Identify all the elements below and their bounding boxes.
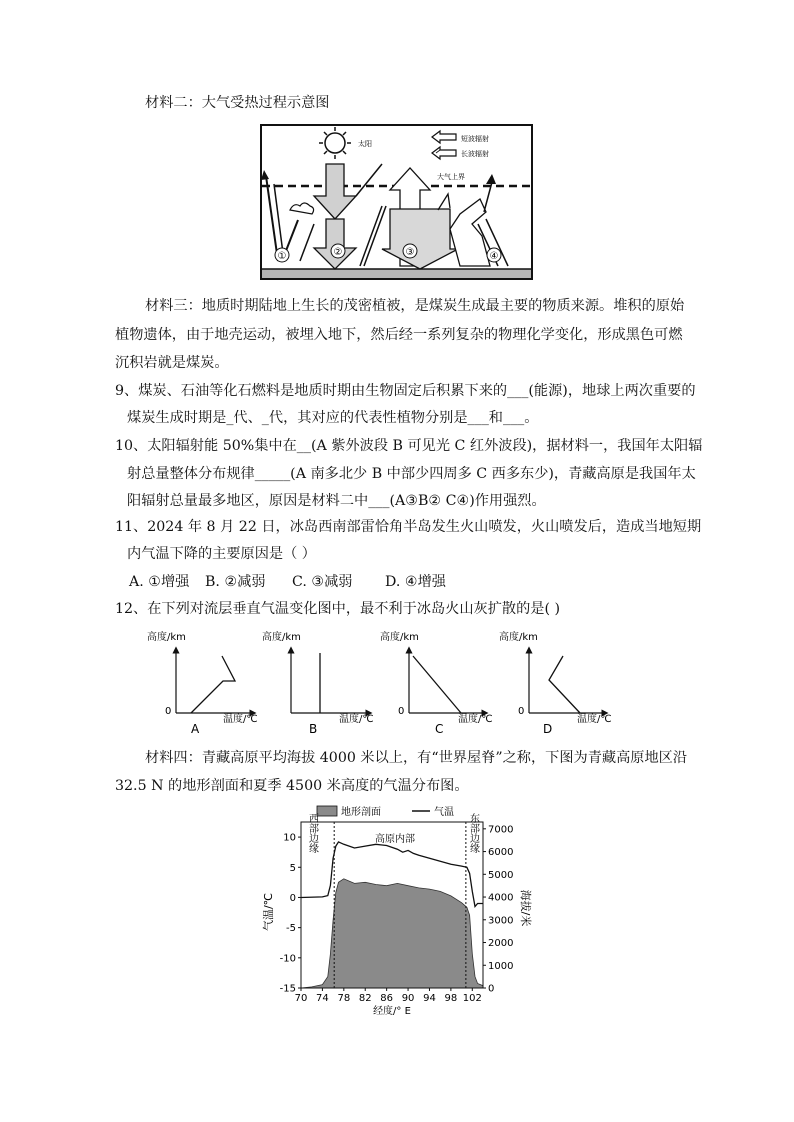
graph-c-xlabel: 温度/℃ [458,714,493,725]
q9-line2: 煤炭生成时期是_代、_代，其对应的代表性植物分别是___和___。 [127,410,539,426]
graph-b-label: B [309,722,318,736]
y-left-tick-label: 5 [289,862,296,874]
graph-a-origin: 0 [165,706,172,717]
x-tick-label-98: 98 [444,993,458,1004]
tibet-profile-chart [260,800,535,1022]
legend-terrain-swatch [317,806,337,816]
y-right-tick-label: 5000 [488,869,514,881]
x-tick-label-90: 90 [401,993,415,1004]
material4-line1: 材料四：青藏高原平均海拔 4000 米以上，有“世界屋脊”之称，下图为青藏高原地区沿 [145,750,688,766]
q12-graphs [143,628,643,746]
label-3: ③ [405,247,415,258]
q10-line3: 阳辐射总量最多地区，原因是材料二中___(A③B② C④)作用强烈。 [127,493,546,509]
q11-option-a[interactable]: A. ①增强 [129,574,190,590]
y-left-tick-label: -10 [279,953,296,965]
q10-line1: 10、太阳辐射能 50%集中在__(A 紫外波段 B 可见光 C 红外波段)，据材料一，我国年太阳辐 [115,438,703,454]
graph-a-label: A [191,722,200,736]
legend-longwave-label: 长波辐射 [461,150,489,158]
q11-option-b[interactable]: B. ②减弱 [205,574,266,590]
x-tick-label-94: 94 [423,993,436,1004]
toa-label: 大气上界 [437,173,465,181]
material3-line2: 植物遗体，由于地壳运动，被埋入地下，然后经一系列复杂的物理化学变化，形成黑色可燃 [115,327,683,343]
y-right-tick-label: 1000 [488,960,514,972]
sun-label: 太阳 [358,140,372,148]
y-right-tick-label: 0 [488,983,495,995]
x-tick-label-102: 102 [462,993,482,1004]
q12-line1: 12、在下列对流层垂直气温变化图中，最不利于冰岛火山灰扩散的是( ) [115,601,561,617]
graph-a-ylabel: 高度/km [147,632,186,643]
label-1: ① [277,251,287,262]
q11-line2: 内气温下降的主要原因是（ ） [127,546,316,562]
atmosphere-heating-diagram [260,124,533,280]
x-tick-label-74: 74 [316,993,329,1004]
q11-option-d[interactable]: D. ④增强 [385,574,446,590]
y-right-title: 海拔/米 [519,889,532,927]
y-right-tick-label: 7000 [488,824,514,836]
graph-d-xlabel: 温度/℃ [577,714,612,725]
material4-line2: 32.5 N 的地形剖面和夏季 4500 米高度的气温分布图。 [115,778,469,794]
graph-d-label: D [543,722,553,736]
y-right-tick-label: 6000 [488,847,514,859]
graph-b-ylabel: 高度/km [262,632,301,643]
x-title: 经度/° E [373,1006,411,1017]
x-tick-label-70: 70 [294,993,308,1004]
x-tick-label-78: 78 [337,993,351,1004]
label-4: ④ [489,251,499,262]
graph-c-label: C [435,722,444,736]
q11-line1: 11、2024 年 8 月 22 日，冰岛西南部雷恰角半岛发生火山喷发，火山喷发后，造成当地短期 [115,519,702,535]
y-right-tick-label: 4000 [488,892,514,904]
graph-c-ylabel: 高度/km [380,632,419,643]
y-left-tick-label: -15 [279,983,296,995]
y-left-title: 气温/℃ [262,892,275,932]
y-left-tick-label: -5 [286,923,296,935]
material3-line1: 材料三：地质时期陆地上生长的茂密植被，是煤炭生成最主要的物质来源。堆积的原始 [145,298,685,314]
graph-b-xlabel: 温度/℃ [339,714,374,725]
graph-d-ylabel: 高度/km [499,632,538,643]
label-2: ② [333,247,343,258]
x-tick-label-86: 86 [380,993,394,1004]
y-left-tick-label: 0 [289,892,296,904]
legend-terrain-label: 地形剖面 [341,807,381,818]
graph-b[interactable] [262,630,374,736]
q11-option-c[interactable]: C. ③减弱 [292,574,353,590]
graph-a[interactable] [147,630,258,736]
region-west-label: 西部边缘 [306,813,318,853]
q10-line2: 射总量整体分布规律_____(A 南多北少 B 中部少四周多 C 西多东少)，青藏高原是我国年太 [127,466,696,482]
graph-a-xlabel: 温度/℃ [223,714,258,725]
y-right-tick-label: 2000 [488,938,514,950]
legend-shortwave-label: 短波辐射 [461,135,489,143]
region-center-label: 高原内部 [375,834,415,845]
graph-c[interactable] [380,630,493,736]
y-right-tick-label: 3000 [488,915,514,927]
region-east-label: 东部边缘 [467,813,479,853]
x-tick-label-82: 82 [358,993,372,1004]
material3-line3: 沉积岩就是煤炭。 [115,355,229,371]
graph-d[interactable] [499,630,612,736]
legend-temperature-label: 气温 [434,807,454,818]
material2-title: 材料二：大气受热过程示意图 [145,95,330,111]
graph-c-origin: 0 [398,706,405,717]
graph-d-origin: 0 [518,706,525,717]
y-left-tick-label: 10 [283,832,296,844]
q9-line1: 9、煤炭、石油等化石燃料是地质时期由生物固定后积累下来的___(能源)，地球上两次重要的 [115,383,696,399]
